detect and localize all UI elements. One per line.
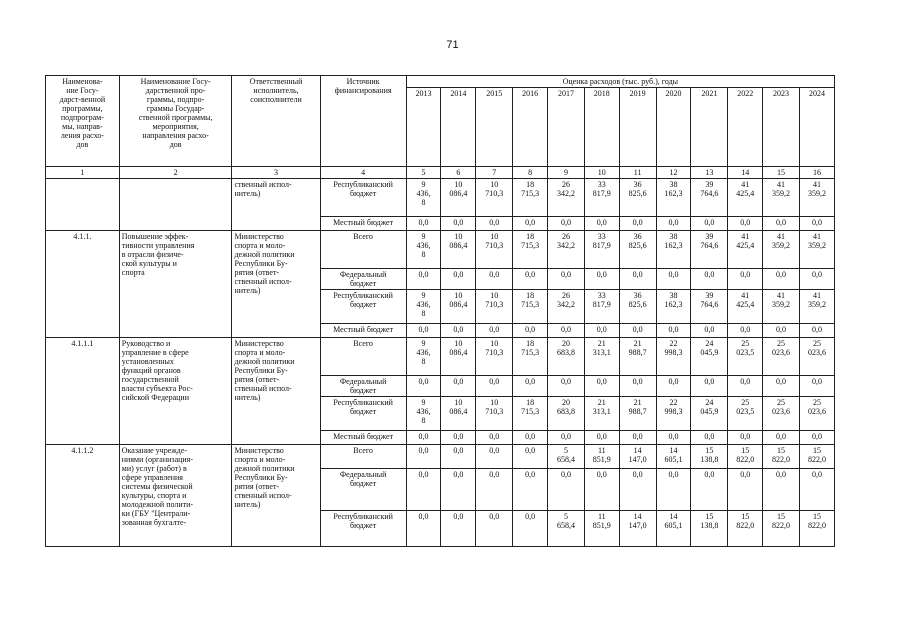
expense-value: 9 436, 8 bbox=[406, 179, 441, 217]
expense-value: 9 436, 8 bbox=[406, 397, 441, 431]
header-year: 2019 bbox=[619, 88, 656, 167]
expense-value: 0,0 bbox=[513, 324, 548, 338]
expense-value: 33 817,9 bbox=[584, 179, 619, 217]
expense-value: 11 851,9 bbox=[584, 445, 619, 469]
responsible-executor: Министерство спорта и моло- дежной политики Республики Бу- рятия (ответ- ственный испол- нитель) bbox=[232, 338, 320, 445]
expense-value: 0,0 bbox=[656, 431, 691, 445]
funding-source: Федеральный бюджет bbox=[320, 269, 406, 290]
expense-value: 26 342,2 bbox=[548, 231, 585, 269]
expense-value: 0,0 bbox=[728, 431, 763, 445]
expense-value: 25 023,6 bbox=[799, 397, 834, 431]
expense-value: 41 425,4 bbox=[728, 290, 763, 324]
expense-value: 0,0 bbox=[728, 469, 763, 511]
expense-value: 0,0 bbox=[584, 376, 619, 397]
column-number: 9 bbox=[548, 167, 585, 179]
column-number: 5 bbox=[406, 167, 441, 179]
expense-value: 25 023,5 bbox=[728, 397, 763, 431]
expense-value: 0,0 bbox=[406, 469, 441, 511]
expense-value: 15 822,0 bbox=[799, 511, 834, 547]
expense-value: 0,0 bbox=[763, 431, 800, 445]
expense-value: 5 658,4 bbox=[548, 445, 585, 469]
expense-value: 25 023,5 bbox=[728, 338, 763, 376]
page-number: 71 bbox=[446, 39, 459, 51]
expense-value: 25 023,6 bbox=[763, 338, 800, 376]
expense-value: 22 998,3 bbox=[656, 397, 691, 431]
expense-value: 14 147,0 bbox=[619, 445, 656, 469]
expense-value: 0,0 bbox=[656, 469, 691, 511]
activity-name: Повышение эффек- тивности управления в отрасли физиче- ской культуры и спорта bbox=[119, 231, 232, 338]
expense-value: 18 715,3 bbox=[513, 397, 548, 431]
header-year: 2020 bbox=[656, 88, 691, 167]
expense-value: 0,0 bbox=[476, 431, 513, 445]
expense-value: 0,0 bbox=[441, 269, 476, 290]
expense-value: 0,0 bbox=[548, 269, 585, 290]
expense-value: 10 710,3 bbox=[476, 231, 513, 269]
expense-value: 0,0 bbox=[476, 269, 513, 290]
activity-code: 4.1.1. bbox=[46, 231, 120, 338]
table-body bbox=[46, 76, 835, 547]
header-activity-name: Наименование Госу- дарственной про- граммы, подпро- граммы Государ- ственной программы, мероприятия, направления расхо- дов bbox=[119, 76, 232, 167]
table-row bbox=[46, 338, 835, 376]
expense-value: 0,0 bbox=[619, 431, 656, 445]
expense-value: 0,0 bbox=[691, 269, 728, 290]
expense-value: 41 359,2 bbox=[763, 290, 800, 324]
expense-value: 33 817,9 bbox=[584, 290, 619, 324]
expense-value: 0,0 bbox=[799, 324, 834, 338]
expense-value: 21 988,7 bbox=[619, 397, 656, 431]
expense-value: 0,0 bbox=[763, 217, 800, 231]
expense-value: 0,0 bbox=[513, 431, 548, 445]
activity-code: 4.1.1.1 bbox=[46, 338, 120, 445]
expense-value: 41 359,2 bbox=[763, 179, 800, 217]
expense-value: 36 825,6 bbox=[619, 179, 656, 217]
expense-value: 14 147,0 bbox=[619, 511, 656, 547]
column-number-row bbox=[46, 167, 835, 179]
responsible-executor: Министерство спорта и моло- дежной политики Республики Бу- рятия (ответ- ственный испол- нитель) bbox=[232, 231, 320, 338]
funding-source: Федеральный бюджет bbox=[320, 469, 406, 511]
table-row bbox=[46, 179, 835, 217]
expense-value: 0,0 bbox=[548, 217, 585, 231]
expense-value: 25 023,6 bbox=[763, 397, 800, 431]
expense-value: 0,0 bbox=[799, 376, 834, 397]
expense-value: 18 715,3 bbox=[513, 338, 548, 376]
activity-name bbox=[119, 179, 232, 231]
expense-value: 41 359,2 bbox=[799, 179, 834, 217]
column-number: 13 bbox=[691, 167, 728, 179]
expense-value: 15 822,0 bbox=[799, 445, 834, 469]
column-number: 12 bbox=[656, 167, 691, 179]
funding-source: Федеральный бюджет bbox=[320, 376, 406, 397]
expense-value: 24 045,9 bbox=[691, 397, 728, 431]
expense-value: 0,0 bbox=[619, 217, 656, 231]
expense-value: 0,0 bbox=[763, 324, 800, 338]
header-year: 2024 bbox=[799, 88, 834, 167]
expense-value: 0,0 bbox=[476, 324, 513, 338]
expense-value: 0,0 bbox=[584, 431, 619, 445]
expense-value: 0,0 bbox=[406, 511, 441, 547]
expense-value: 10 086,4 bbox=[441, 338, 476, 376]
expense-value: 38 162,3 bbox=[656, 231, 691, 269]
expense-value: 39 764,6 bbox=[691, 179, 728, 217]
funding-source: Всего bbox=[320, 338, 406, 376]
column-number: 7 bbox=[476, 167, 513, 179]
expense-value: 10 086,4 bbox=[441, 231, 476, 269]
column-number: 2 bbox=[119, 167, 232, 179]
expense-value: 15 138,8 bbox=[691, 511, 728, 547]
expense-value: 10 710,3 bbox=[476, 397, 513, 431]
expense-value: 5 658,4 bbox=[548, 511, 585, 547]
header-year: 2023 bbox=[763, 88, 800, 167]
expense-value: 0,0 bbox=[513, 376, 548, 397]
expense-value: 0,0 bbox=[513, 217, 548, 231]
expense-value: 41 359,2 bbox=[799, 231, 834, 269]
expense-value: 15 138,8 bbox=[691, 445, 728, 469]
expense-value: 18 715,3 bbox=[513, 231, 548, 269]
expense-value: 0,0 bbox=[406, 376, 441, 397]
expense-value: 0,0 bbox=[799, 269, 834, 290]
activity-name: Оказание учрежде- ниями (организация- ми) услуг (работ) в сфере управления системы физической культуры, спорта и молодежной полити- ки (ГБУ "Централи- зованная бухгалте- bbox=[119, 445, 232, 547]
expense-value: 0,0 bbox=[441, 445, 476, 469]
header-program-name: Наименова- ние Госу- дарст-венной программы, подпрограм- мы, направ- ления расхо- дов bbox=[46, 76, 120, 167]
expense-value: 10 710,3 bbox=[476, 179, 513, 217]
expense-value: 0,0 bbox=[728, 324, 763, 338]
expense-value: 0,0 bbox=[619, 376, 656, 397]
expense-value: 0,0 bbox=[441, 217, 476, 231]
column-number: 15 bbox=[763, 167, 800, 179]
expense-value: 36 825,6 bbox=[619, 290, 656, 324]
expense-value: 21 313,1 bbox=[584, 338, 619, 376]
funding-source: Всего bbox=[320, 231, 406, 269]
expense-value: 0,0 bbox=[476, 376, 513, 397]
expense-value: 26 342,2 bbox=[548, 290, 585, 324]
header-expense-estimate: Оценка расходов (тыс. руб.), годы bbox=[406, 76, 834, 88]
expense-value: 15 822,0 bbox=[728, 511, 763, 547]
expense-value: 10 710,3 bbox=[476, 338, 513, 376]
expense-value: 0,0 bbox=[763, 376, 800, 397]
expense-value: 24 045,9 bbox=[691, 338, 728, 376]
expense-value: 0,0 bbox=[513, 269, 548, 290]
expense-value: 33 817,9 bbox=[584, 231, 619, 269]
expense-value: 22 998,3 bbox=[656, 338, 691, 376]
expense-value: 0,0 bbox=[763, 269, 800, 290]
funding-source: Республиканский бюджет bbox=[320, 179, 406, 217]
expense-value: 0,0 bbox=[619, 269, 656, 290]
column-number: 11 bbox=[619, 167, 656, 179]
funding-source: Местный бюджет bbox=[320, 217, 406, 231]
expense-value: 39 764,6 bbox=[691, 290, 728, 324]
column-number: 14 bbox=[728, 167, 763, 179]
column-number: 1 bbox=[46, 167, 120, 179]
expense-value: 41 425,4 bbox=[728, 231, 763, 269]
expense-value: 0,0 bbox=[476, 469, 513, 511]
expense-value: 18 715,3 bbox=[513, 179, 548, 217]
header-year: 2017 bbox=[548, 88, 585, 167]
expense-value: 0,0 bbox=[406, 217, 441, 231]
header-funding-source: Источник финансирования bbox=[320, 76, 406, 167]
expense-value: 0,0 bbox=[406, 324, 441, 338]
column-number: 16 bbox=[799, 167, 834, 179]
expense-value: 0,0 bbox=[584, 269, 619, 290]
column-number: 3 bbox=[232, 167, 320, 179]
expense-value: 0,0 bbox=[728, 217, 763, 231]
funding-source: Местный бюджет bbox=[320, 431, 406, 445]
expense-value: 0,0 bbox=[691, 217, 728, 231]
expense-value: 0,0 bbox=[513, 469, 548, 511]
expense-value: 10 086,4 bbox=[441, 290, 476, 324]
expense-value: 0,0 bbox=[406, 269, 441, 290]
expense-value: 14 605,1 bbox=[656, 511, 691, 547]
expense-value: 0,0 bbox=[619, 469, 656, 511]
table-row bbox=[46, 445, 835, 469]
expense-value: 20 683,8 bbox=[548, 397, 585, 431]
activity-code: 4.1.1.2 bbox=[46, 445, 120, 547]
header-year: 2022 bbox=[728, 88, 763, 167]
header-year: 2015 bbox=[476, 88, 513, 167]
expense-value: 9 436, 8 bbox=[406, 290, 441, 324]
expense-value: 0,0 bbox=[513, 445, 548, 469]
expense-value: 0,0 bbox=[763, 469, 800, 511]
expense-value: 0,0 bbox=[656, 376, 691, 397]
responsible-executor: Министерство спорта и моло- дежной политики Республики Бу- рятия (ответ- ственный испол- нитель) bbox=[232, 445, 320, 547]
expense-value: 0,0 bbox=[691, 324, 728, 338]
expense-value: 10 710,3 bbox=[476, 290, 513, 324]
expense-value: 15 822,0 bbox=[728, 445, 763, 469]
expense-value: 0,0 bbox=[548, 469, 585, 511]
expense-value: 0,0 bbox=[548, 324, 585, 338]
expense-value: 0,0 bbox=[406, 431, 441, 445]
expense-value: 0,0 bbox=[691, 431, 728, 445]
expense-value: 0,0 bbox=[513, 511, 548, 547]
column-number: 8 bbox=[513, 167, 548, 179]
expense-value: 0,0 bbox=[441, 376, 476, 397]
expense-value: 15 822,0 bbox=[763, 445, 800, 469]
expense-value: 0,0 bbox=[584, 324, 619, 338]
activity-name: Руководство и управление в сфере установленных функций органов государственной власти субъекта Рос- сийской Федерации bbox=[119, 338, 232, 445]
expense-value: 0,0 bbox=[584, 217, 619, 231]
expense-value: 0,0 bbox=[548, 376, 585, 397]
expense-value: 9 436, 8 bbox=[406, 338, 441, 376]
expense-value: 0,0 bbox=[548, 431, 585, 445]
expense-value: 0,0 bbox=[799, 469, 834, 511]
expense-value: 14 605,1 bbox=[656, 445, 691, 469]
expense-value: 38 162,3 bbox=[656, 179, 691, 217]
column-number: 4 bbox=[320, 167, 406, 179]
expense-value: 41 359,2 bbox=[763, 231, 800, 269]
expense-value: 0,0 bbox=[441, 511, 476, 547]
column-number: 6 bbox=[441, 167, 476, 179]
expense-value: 21 988,7 bbox=[619, 338, 656, 376]
expense-value: 11 851,9 bbox=[584, 511, 619, 547]
expense-value: 41 359,2 bbox=[799, 290, 834, 324]
expense-value: 0,0 bbox=[441, 431, 476, 445]
activity-code bbox=[46, 179, 120, 231]
expense-value: 36 825,6 bbox=[619, 231, 656, 269]
header-executor: Ответственный исполнитель, соисполнители bbox=[232, 76, 320, 167]
expense-value: 21 313,1 bbox=[584, 397, 619, 431]
expense-value: 0,0 bbox=[728, 376, 763, 397]
expense-value: 0,0 bbox=[799, 217, 834, 231]
table-row bbox=[46, 231, 835, 269]
header-year: 2016 bbox=[513, 88, 548, 167]
expense-value: 0,0 bbox=[691, 469, 728, 511]
expense-value: 0,0 bbox=[476, 511, 513, 547]
header-year: 2014 bbox=[441, 88, 476, 167]
funding-source: Республиканский бюджет bbox=[320, 397, 406, 431]
expense-value: 20 683,8 bbox=[548, 338, 585, 376]
expense-value: 10 086,4 bbox=[441, 397, 476, 431]
expense-value: 0,0 bbox=[441, 324, 476, 338]
expense-value: 39 764,6 bbox=[691, 231, 728, 269]
expense-value: 0,0 bbox=[691, 376, 728, 397]
funding-source: Республиканский бюджет bbox=[320, 511, 406, 547]
expense-value: 18 715,3 bbox=[513, 290, 548, 324]
expense-value: 0,0 bbox=[406, 445, 441, 469]
expense-value: 0,0 bbox=[656, 269, 691, 290]
expense-value: 0,0 bbox=[441, 469, 476, 511]
expense-value: 41 425,4 bbox=[728, 179, 763, 217]
expense-value: 0,0 bbox=[476, 445, 513, 469]
header-year: 2018 bbox=[584, 88, 619, 167]
funding-source: Республиканский бюджет bbox=[320, 290, 406, 324]
column-number: 10 bbox=[584, 167, 619, 179]
funding-source: Всего bbox=[320, 445, 406, 469]
expense-value: 0,0 bbox=[584, 469, 619, 511]
expense-value: 38 162,3 bbox=[656, 290, 691, 324]
expense-value: 26 342,2 bbox=[548, 179, 585, 217]
expense-value: 15 822,0 bbox=[763, 511, 800, 547]
header-year: 2021 bbox=[691, 88, 728, 167]
expenditure-table bbox=[45, 75, 835, 547]
expense-value: 25 023,6 bbox=[799, 338, 834, 376]
expense-value: 0,0 bbox=[476, 217, 513, 231]
expense-value: 9 436, 8 bbox=[406, 231, 441, 269]
funding-source: Местный бюджет bbox=[320, 324, 406, 338]
expense-value: 0,0 bbox=[656, 324, 691, 338]
expense-value: 0,0 bbox=[656, 217, 691, 231]
expense-value: 0,0 bbox=[799, 431, 834, 445]
responsible-executor: ственный испол- нитель) bbox=[232, 179, 320, 231]
header-year: 2013 bbox=[406, 88, 441, 167]
expense-value: 0,0 bbox=[728, 269, 763, 290]
expense-value: 0,0 bbox=[619, 324, 656, 338]
expense-value: 10 086,4 bbox=[441, 179, 476, 217]
